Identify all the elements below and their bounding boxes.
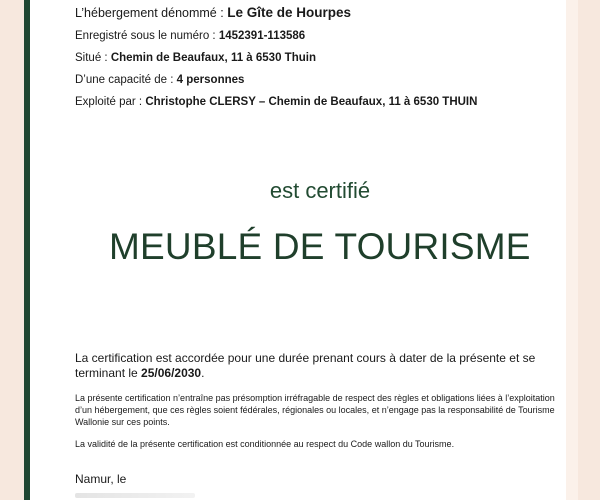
operator-row (75, 96, 477, 108)
right-decorative-band (566, 0, 600, 500)
location-value: Chemin de Beaufaux, 11 à 6530 Thuin (110, 52, 316, 64)
operator-value: Christophe CLERSY – Chemin de Beaufaux, 11 à 6530 THUIN (145, 96, 478, 108)
faded-date-text (75, 493, 195, 498)
location-label: Situé : (75, 52, 108, 64)
validity-paragraph: La validité de la présente certification est conditionnée au respect du Code wallon du Tourisme. (75, 439, 455, 449)
certification-text: La certification est accordée pour une durée prenant cours à dater de la présente et se terminant le (75, 351, 536, 380)
registration-number: 1452391-113586 (218, 30, 306, 42)
operator-label: Exploité par : (75, 96, 143, 108)
accommodation-label: L’hébergement dénommé : (75, 6, 224, 20)
disclaimer-paragraph: La présente certification n’entraîne pas présomption irréfragable de respect des règles et obligations liées à l’exploitation d’un hébergement, que ces règles soient fédérales, régionales ou locales, et n’engage pas la responsabilité de Tourisme Wallonie sur ces points. (75, 393, 555, 427)
location-row (75, 52, 316, 64)
accommodation-name: Le Gîte de Hourpes (227, 5, 351, 20)
registration-row (75, 30, 305, 42)
end-punctuation: . (201, 366, 205, 380)
certificate-headline: MEUBLÉ DE TOURISME (109, 226, 531, 267)
capacity-value: 4 personnes (176, 74, 245, 86)
certification-duration-paragraph (75, 351, 565, 381)
accommodation-row (75, 5, 351, 20)
capacity-label: D’une capacité de : (75, 74, 174, 86)
left-decorative-band (0, 0, 30, 500)
left-green-stripe (24, 0, 30, 500)
registration-label: Enregistré sous le numéro : (75, 30, 216, 42)
end-date: 25/06/2030 (141, 366, 202, 380)
capacity-row (75, 74, 244, 86)
right-light-stripe (566, 0, 578, 500)
certified-text: est certifié (269, 178, 371, 203)
place-date: Namur, le (75, 472, 127, 486)
